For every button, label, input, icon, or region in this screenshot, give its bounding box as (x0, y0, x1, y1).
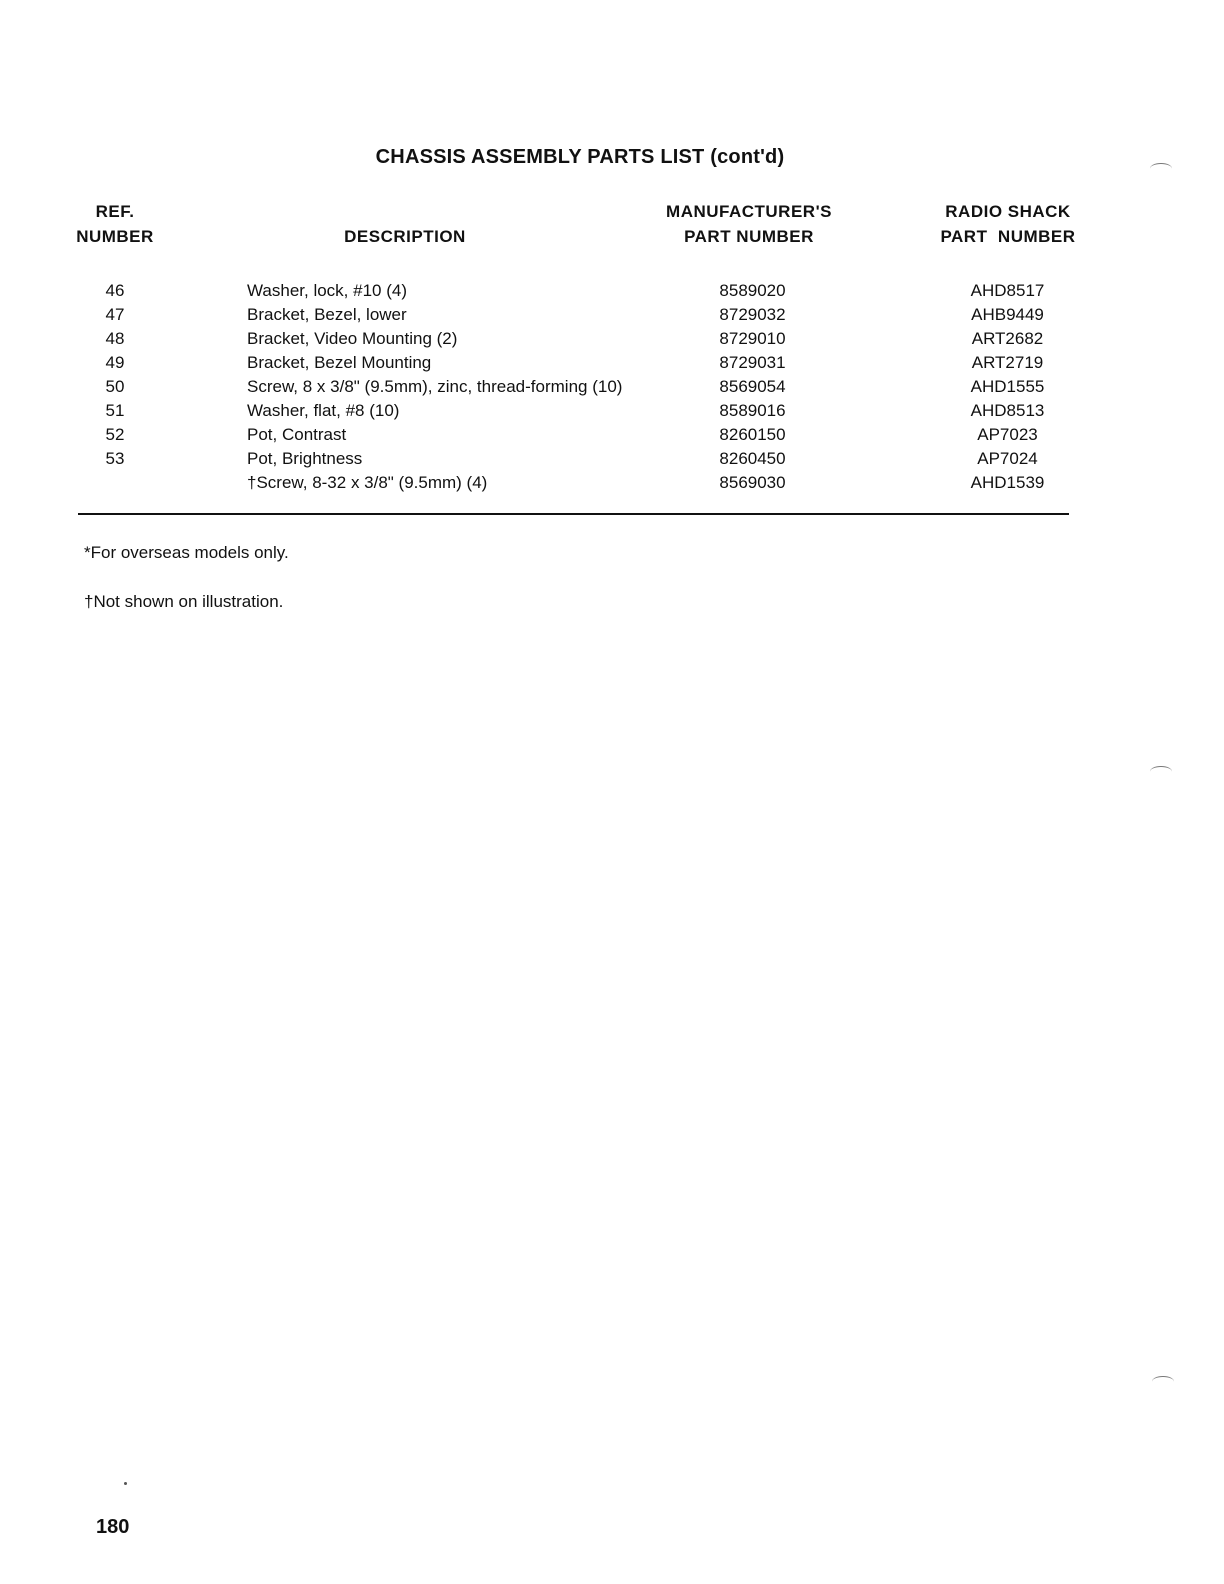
manufacturer-part-cell: 8729010 (719, 329, 786, 348)
table-bottom-rule (78, 513, 1069, 515)
radio-shack-part-cell: ART2719 (971, 353, 1044, 372)
radio-shack-part-cell: AHD8513 (970, 401, 1045, 420)
manufacturer-part-cell: 8729032 (719, 305, 786, 324)
page-number: 180 (96, 1516, 130, 1538)
ref-number-cell: 48 (105, 329, 125, 348)
header-rs-line1: RADIO SHACK (945, 202, 1071, 221)
header-mfr-line1: MANUFACTURER'S (666, 202, 832, 221)
title-main: CHASSIS ASSEMBLY PARTS LIST (375, 146, 705, 168)
ref-number-cell: 51 (105, 401, 125, 420)
table-row (0, 279, 1224, 303)
scan-speck (124, 1482, 127, 1485)
description-cell: Washer, flat, #8 (10) (247, 401, 400, 420)
radio-shack-part-cell: AHD1539 (970, 473, 1045, 492)
table-row (0, 399, 1224, 423)
parts-table-body (0, 279, 1224, 495)
header-ref-line1: REF. (95, 202, 135, 221)
manufacturer-part-cell: 8589016 (719, 401, 786, 420)
radio-shack-part-cell: AHB9449 (971, 305, 1044, 324)
scan-edge-mark (1152, 1376, 1174, 1387)
radio-shack-part-cell: ART2682 (971, 329, 1044, 348)
ref-number-cell: 46 (105, 281, 125, 300)
description-cell: Washer, lock, #10 (4) (247, 281, 407, 300)
header-mfr-line2: PART NUMBER (684, 227, 814, 246)
column-header-ref-number (60, 199, 170, 249)
header-ref-line2: NUMBER (76, 227, 154, 246)
description-cell: Bracket, Video Mounting (2) (247, 329, 458, 348)
manufacturer-part-cell: 8729031 (719, 353, 786, 372)
description-cell: Pot, Contrast (247, 425, 347, 444)
description-cell: Bracket, Bezel, lower (247, 305, 407, 324)
table-row (0, 471, 1224, 495)
scan-edge-mark (1150, 766, 1172, 777)
scan-edge-mark (1150, 163, 1172, 174)
title-suffix: (cont'd) (710, 146, 785, 168)
manufacturer-part-cell: 8569054 (719, 377, 786, 396)
ref-number-cell: 49 (105, 353, 125, 372)
description-cell: Bracket, Bezel Mounting (247, 353, 432, 372)
description-cell: †Screw, 8-32 x 3/8" (9.5mm) (4) (247, 473, 488, 492)
ref-number-cell: 47 (105, 305, 125, 324)
table-row (0, 447, 1224, 471)
manufacturer-part-cell: 8569030 (719, 473, 786, 492)
header-rs-line2: PART NUMBER (940, 227, 1076, 246)
header-description: DESCRIPTION (344, 227, 466, 246)
table-row (0, 375, 1224, 399)
manufacturer-part-cell: 8260150 (719, 425, 786, 444)
footnote-not-shown: †Not shown on illustration. (84, 592, 284, 611)
table-row (0, 351, 1224, 375)
radio-shack-part-cell: AP7024 (977, 449, 1038, 468)
page-title (0, 146, 1160, 169)
description-cell: Screw, 8 x 3/8" (9.5mm), zinc, thread-forming (10) (247, 377, 623, 396)
ref-number-cell: 52 (105, 425, 125, 444)
table-row (0, 423, 1224, 447)
ref-number-cell: 53 (105, 449, 125, 468)
radio-shack-part-cell: AHD1555 (970, 377, 1045, 396)
radio-shack-part-cell: AHD8517 (970, 281, 1045, 300)
footnote-overseas: *For overseas models only. (84, 543, 289, 562)
table-row (0, 303, 1224, 327)
ref-number-cell: 50 (105, 377, 125, 396)
table-row (0, 327, 1224, 351)
manufacturer-part-cell: 8589020 (719, 281, 786, 300)
column-header-radio-shack-part-number (920, 199, 1096, 249)
column-header-description (300, 224, 510, 249)
description-cell: Pot, Brightness (247, 449, 363, 468)
manufacturer-part-cell: 8260450 (719, 449, 786, 468)
radio-shack-part-cell: AP7023 (977, 425, 1038, 444)
column-header-manufacturer-part-number (640, 199, 858, 249)
